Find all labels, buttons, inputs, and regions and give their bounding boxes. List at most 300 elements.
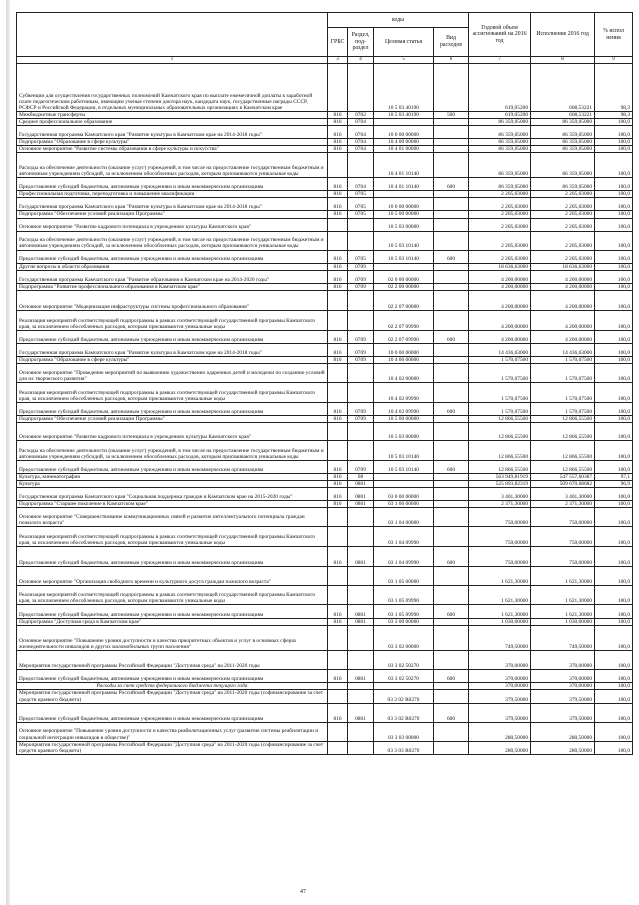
row-percent: 100,0 [595, 146, 633, 153]
row-percent: 100,0 [595, 330, 633, 343]
row-percent: 100,0 [595, 508, 633, 527]
row-annual-amount: 86 359,05000 [469, 119, 531, 126]
table-row [17, 211, 633, 218]
row-percent: 100,0 [595, 153, 633, 178]
row-name: Подпрограмма "Образование в сфере культуры" [17, 356, 328, 363]
row-target: 03 1 04 09990 [374, 527, 434, 547]
row-percent: 100,0 [595, 488, 633, 501]
row-percent: 100,0 [595, 119, 633, 126]
row-executed-amount: 2 205,03000 [531, 198, 595, 211]
row-annual-amount: 379,50000 [469, 703, 531, 722]
row-annual-amount: 1 570,07500 [469, 356, 531, 363]
row-executed-amount: 608,53221 [531, 112, 595, 119]
row-exp-type [434, 651, 469, 670]
row-grbs [328, 218, 348, 231]
row-grbs [328, 153, 348, 178]
row-grbs: 816 [328, 283, 348, 290]
row-section [348, 567, 374, 586]
table-row [17, 310, 633, 330]
row-target: 03 3 03 00000 [374, 722, 434, 741]
row-annual-amount: 1 030,00000 [469, 619, 531, 626]
row-name: Расходы за счет средств федерального бюджета текущего года [17, 683, 328, 690]
row-name: Предоставление субсидий бюджетным, автономным учреждениям и иным некоммерческим организациям [17, 670, 328, 683]
header-exp-type: Вид расходов [434, 28, 469, 57]
row-exp-type [434, 683, 469, 690]
row-name: Предоставление субсидий бюджетным, автономным учреждениям и иным некоммерческим организациям [17, 605, 328, 619]
row-section: 0801 [348, 481, 374, 488]
row-target: 10 0 00 00000 [374, 126, 434, 139]
table-row [17, 382, 633, 402]
row-executed-amount: 86 359,05000 [531, 146, 595, 153]
row-executed-amount: 2 205,03000 [531, 191, 595, 198]
row-exp-type [434, 211, 469, 218]
table-row [17, 703, 633, 722]
row-section: 0705 [348, 250, 374, 263]
row-percent: 100,0 [595, 382, 633, 402]
row-target [374, 473, 434, 480]
row-grbs: 816 [328, 250, 348, 263]
row-annual-amount: 1 621,30000 [469, 605, 531, 619]
row-target: 10 4 01 10140 [374, 178, 434, 191]
table-row [17, 690, 633, 703]
row-exp-type: 600 [434, 670, 469, 683]
row-annual-amount: 563 949,81919 [469, 473, 531, 480]
row-grbs [328, 683, 348, 690]
table-row [17, 112, 633, 119]
row-exp-type [434, 231, 469, 250]
row-executed-amount: 1 570,07500 [531, 356, 595, 363]
table-row [17, 126, 633, 139]
table-row [17, 363, 633, 382]
row-annual-amount: 750,00000 [469, 527, 531, 547]
row-section: 0704 [348, 146, 374, 153]
row-grbs: 816 [328, 263, 348, 270]
row-exp-type [434, 422, 469, 440]
row-executed-amount: 1 570,07500 [531, 402, 595, 415]
row-name: Профессиональная подготовка, переподготовка и повышение квалификации [17, 191, 328, 198]
row-percent: 100,0 [595, 343, 633, 356]
row-executed-amount: 749,50000 [531, 626, 595, 651]
row-annual-amount: 2 205,03000 [469, 198, 531, 211]
row-name: Основное мероприятие "Развитие кадрового потенциала в учреждениях культуры Камчатского края" [17, 422, 328, 440]
row-executed-amount: 750,00000 [531, 547, 595, 567]
row-grbs: 816 [328, 112, 348, 119]
row-section [348, 363, 374, 382]
row-target: 02 0 00 00000 [374, 270, 434, 283]
header-codes: коды [328, 13, 469, 28]
row-annual-amount: 4 200,00000 [469, 283, 531, 290]
row-name: Предоставление субсидий бюджетным, автономным учреждениям и иным некоммерческим организациям [17, 250, 328, 263]
row-name: Расходы на обеспечение деятельности (оказание услуг) учреждений, в том числе на предоставление государственным бюджетным и автономным учреждениям субсидий, за исключением обособленных расходов, которым присваиваются уникальные коды [17, 231, 328, 250]
row-target: 02 2 00 00000 [374, 283, 434, 290]
row-grbs: 816 [328, 481, 348, 488]
row-name: Государственная программа Камчатского края "Развитие культуры в Камчатском крае на 2014-2018 годы" [17, 343, 328, 356]
row-executed-amount: 4 200,00000 [531, 290, 595, 310]
row-target: 10 5 03 00000 [374, 422, 434, 440]
row-executed-amount: 1 030,00000 [531, 619, 595, 626]
column-number: 7 [469, 57, 531, 64]
row-exp-type [434, 722, 469, 741]
row-percent: 100,0 [595, 626, 633, 651]
row-target: 10 4 01 00000 [374, 146, 434, 153]
column-number: 6 [434, 57, 469, 64]
row-percent: 100,0 [595, 415, 633, 422]
row-percent: 96,9 [595, 481, 633, 488]
column-number: 9 [595, 57, 633, 64]
row-grbs: 816 [328, 356, 348, 363]
row-percent: 100,0 [595, 356, 633, 363]
row-annual-amount: 12 866,55500 [469, 460, 531, 473]
row-section [348, 690, 374, 703]
row-exp-type: 600 [434, 250, 469, 263]
row-executed-amount: 1 570,07500 [531, 382, 595, 402]
row-grbs [328, 567, 348, 586]
table-row [17, 250, 633, 263]
row-executed-amount: 4 200,00000 [531, 270, 595, 283]
row-name: Основное мероприятие "Развитие системы образования в сфере культуры и искусства" [17, 146, 328, 153]
row-section: 0709 [348, 270, 374, 283]
budget-table [16, 12, 633, 755]
row-percent: 98,3 [595, 64, 633, 112]
row-percent: 100,0 [595, 263, 633, 270]
row-exp-type: 600 [434, 178, 469, 191]
row-executed-amount: 379,50000 [531, 690, 595, 703]
table-row [17, 683, 633, 690]
row-annual-amount: 1 621,30000 [469, 586, 531, 605]
row-target: 02 2 07 09990 [374, 330, 434, 343]
row-target: 10 5 00 00000 [374, 211, 434, 218]
header-executed: Исполнение 2016 год [531, 13, 595, 57]
row-executed-amount: 1 570,07500 [531, 363, 595, 382]
row-exp-type [434, 741, 469, 754]
row-annual-amount: 86 359,05000 [469, 146, 531, 153]
row-section [348, 508, 374, 527]
row-section: 0709 [348, 460, 374, 473]
row-annual-amount: 86 359,05000 [469, 178, 531, 191]
row-percent: 100,0 [595, 527, 633, 547]
row-name: Подпрограмма "Старшее поколение в Камчатском крае" [17, 501, 328, 508]
row-annual-amount: 370,00000 [469, 651, 531, 670]
row-annual-amount: 2 205,03000 [469, 218, 531, 231]
row-executed-amount: 2 205,03000 [531, 211, 595, 218]
header-grbs: ГРБС [328, 28, 348, 57]
row-section: 0801 [348, 703, 374, 722]
table-row [17, 263, 633, 270]
row-target: 10 0 00 00000 [374, 198, 434, 211]
row-target: 10 5 03 40190 [374, 64, 434, 112]
table-row [17, 460, 633, 473]
row-executed-amount: 86 359,05000 [531, 139, 595, 146]
row-target: 03 1 04 09990 [374, 547, 434, 567]
row-executed-amount: 86 359,05000 [531, 153, 595, 178]
table-row [17, 440, 633, 460]
row-executed-amount: 86 359,05000 [531, 126, 595, 139]
row-grbs [328, 231, 348, 250]
row-section: 0801 [348, 501, 374, 508]
row-target: 03 3 02 R0270 [374, 703, 434, 722]
row-annual-amount: 1 570,07500 [469, 382, 531, 402]
row-section: 0704 [348, 119, 374, 126]
row-annual-amount: 370,00000 [469, 670, 531, 683]
row-percent: 100,0 [595, 270, 633, 283]
row-executed-amount: 1 621,30000 [531, 605, 595, 619]
row-target: 10 4 02 09990 [374, 382, 434, 402]
row-target [374, 263, 434, 270]
row-executed-amount: 509 670,68682 [531, 481, 595, 488]
row-executed-amount: 12 866,55500 [531, 460, 595, 473]
row-executed-amount: 1 621,30000 [531, 567, 595, 586]
row-target: 10 5 03 10140 [374, 231, 434, 250]
row-exp-type [434, 126, 469, 139]
row-grbs [328, 440, 348, 460]
table-row [17, 178, 633, 191]
row-target [374, 119, 434, 126]
row-target: 03 3 02 00000 [374, 626, 434, 651]
row-grbs [328, 508, 348, 527]
row-executed-amount: 370,00000 [531, 670, 595, 683]
table-row [17, 481, 633, 488]
row-section: 0702 [348, 112, 374, 119]
row-percent: 100,0 [595, 651, 633, 670]
table-row [17, 191, 633, 198]
row-exp-type [434, 473, 469, 480]
table-row [17, 527, 633, 547]
row-executed-amount: 12 866,55500 [531, 440, 595, 460]
row-target: 10 4 00 00000 [374, 356, 434, 363]
row-section [348, 722, 374, 741]
table-row [17, 356, 633, 363]
row-target: 03 1 04 00000 [374, 508, 434, 527]
row-annual-amount: 12 866,55500 [469, 415, 531, 422]
row-annual-amount: 619,05200 [469, 112, 531, 119]
row-section [348, 651, 374, 670]
row-section [348, 231, 374, 250]
row-section: 0801 [348, 605, 374, 619]
row-executed-amount: 86 359,05000 [531, 178, 595, 191]
row-percent: 100,0 [595, 250, 633, 263]
row-percent: 100,0 [595, 460, 633, 473]
row-percent: 100,0 [595, 310, 633, 330]
table-row [17, 651, 633, 670]
row-executed-amount: 370,00000 [531, 683, 595, 690]
row-grbs [328, 741, 348, 754]
row-exp-type [434, 501, 469, 508]
row-annual-amount: 4 200,00000 [469, 290, 531, 310]
row-annual-amount: 12 866,55500 [469, 422, 531, 440]
table-row [17, 488, 633, 501]
column-number: 5 [374, 57, 434, 64]
row-name: Подпрограмма "Обеспечение условий реализации Программы" [17, 415, 328, 422]
row-exp-type: 600 [434, 330, 469, 343]
row-exp-type [434, 153, 469, 178]
row-target: 10 4 00 00000 [374, 139, 434, 146]
row-name: Предоставление субсидий бюджетным, автономным учреждениям и иным некоммерческим организациям [17, 402, 328, 415]
row-grbs: 816 [328, 415, 348, 422]
row-section [348, 741, 374, 754]
row-name: Другие вопросы в области образования [17, 263, 328, 270]
row-grbs [328, 290, 348, 310]
scan-binding-edge [6, 0, 10, 905]
row-target: 10 5 03 10140 [374, 440, 434, 460]
table-row [17, 119, 633, 126]
header-name-cell [17, 13, 328, 57]
row-name: Подпрограмма "Доступная среда в Камчатском крае" [17, 619, 328, 626]
row-percent: 100,0 [595, 619, 633, 626]
table-row [17, 330, 633, 343]
row-name: Реализация мероприятий соответствующей подпрограммы в рамках соответствующей государственной программы Камчатского края, за исключением обособленных расходов, которым присваиваются уникальные коды [17, 586, 328, 605]
row-name: Мероприятия государственной программы Российской Федерации "Доступная среда" на 2011-2020 годы (софинансирование за счет средств краевого бюджета) [17, 741, 328, 754]
row-grbs: 816 [328, 488, 348, 501]
row-target: 10 4 02 09990 [374, 402, 434, 415]
row-target: 10 5 03 00000 [374, 218, 434, 231]
row-executed-amount: 18 636,63000 [531, 263, 595, 270]
row-section [348, 683, 374, 690]
row-annual-amount: 1 570,07500 [469, 402, 531, 415]
row-grbs: 816 [328, 670, 348, 683]
row-grbs [328, 690, 348, 703]
row-executed-amount: 750,00000 [531, 508, 595, 527]
row-exp-type [434, 626, 469, 651]
row-annual-amount: 2 205,03000 [469, 231, 531, 250]
row-exp-type [434, 619, 469, 626]
header-section: Раздел, под-раздел [348, 28, 374, 57]
row-target: 03 3 03 R0270 [374, 741, 434, 754]
row-annual-amount: 4 200,00000 [469, 270, 531, 283]
row-name: Культура [17, 481, 328, 488]
column-number: 3 [328, 57, 348, 64]
row-grbs [328, 586, 348, 605]
row-exp-type [434, 481, 469, 488]
row-grbs [328, 310, 348, 330]
row-target: 03 3 00 00000 [374, 619, 434, 626]
row-percent: 100,0 [595, 422, 633, 440]
row-section [348, 586, 374, 605]
row-grbs: 816 [328, 139, 348, 146]
row-target: 03 1 05 00000 [374, 567, 434, 586]
row-annual-amount: 2 205,03000 [469, 191, 531, 198]
row-section: 0704 [348, 126, 374, 139]
table-row [17, 586, 633, 605]
row-percent: 100,0 [595, 363, 633, 382]
row-name: Реализация мероприятий соответствующей подпрограммы в рамках соответствующей государственной программы Камчатского края, за исключением обособленных расходов, которым присваиваются уникальные коды [17, 310, 328, 330]
row-exp-type [434, 343, 469, 356]
row-section: 0709 [348, 330, 374, 343]
row-annual-amount: 3 401,30000 [469, 488, 531, 501]
row-grbs: 816 [328, 126, 348, 139]
row-grbs [328, 626, 348, 651]
row-target: 02 2 07 00000 [374, 290, 434, 310]
row-executed-amount: 2 205,03000 [531, 231, 595, 250]
row-grbs: 816 [328, 460, 348, 473]
row-percent: 100,0 [595, 703, 633, 722]
row-exp-type: 600 [434, 605, 469, 619]
row-annual-amount: 86 359,05000 [469, 126, 531, 139]
row-grbs [328, 651, 348, 670]
row-grbs: 816 [328, 211, 348, 218]
row-executed-amount: 4 200,00000 [531, 283, 595, 290]
header-percent: % испол нения [595, 13, 633, 57]
row-grbs: 816 [328, 402, 348, 415]
row-annual-amount: 18 636,63000 [469, 263, 531, 270]
row-executed-amount: 370,00000 [531, 651, 595, 670]
table-row [17, 626, 633, 651]
row-section: 0705 [348, 198, 374, 211]
table-row [17, 547, 633, 567]
row-percent: 100,0 [595, 283, 633, 290]
row-executed-amount: 1 621,30000 [531, 586, 595, 605]
row-executed-amount: 750,00000 [531, 527, 595, 547]
row-grbs [328, 363, 348, 382]
header-annual: Годовой объем ассигнований на 2016 год [469, 13, 531, 57]
row-grbs: 816 [328, 119, 348, 126]
row-exp-type [434, 218, 469, 231]
row-percent: 100,0 [595, 567, 633, 586]
row-section: 0801 [348, 547, 374, 567]
row-section [348, 626, 374, 651]
row-section: 0705 [348, 191, 374, 198]
row-name: Государственная программа Камчатского края "Развитие культуры в Камчатском крае на 2014-2018 годы" [17, 198, 328, 211]
table-row [17, 64, 633, 112]
row-executed-amount: 2 205,03000 [531, 218, 595, 231]
row-executed-amount: 547 557,60387 [531, 473, 595, 480]
row-annual-amount: 619,05200 [469, 64, 531, 112]
row-target: 02 2 07 09990 [374, 310, 434, 330]
row-exp-type: 600 [434, 402, 469, 415]
row-exp-type [434, 415, 469, 422]
row-percent: 100,0 [595, 605, 633, 619]
row-target: 03 1 05 09990 [374, 586, 434, 605]
row-grbs: 816 [328, 330, 348, 343]
column-number-row [17, 57, 633, 64]
row-executed-amount: 4 200,00000 [531, 310, 595, 330]
row-percent: 100,0 [595, 741, 633, 754]
row-name: Подпрограмма "Обеспечение условий реализации Программы" [17, 211, 328, 218]
row-exp-type: 500 [434, 112, 469, 119]
row-exp-type [434, 310, 469, 330]
column-number: 8 [531, 57, 595, 64]
row-section: 0801 [348, 670, 374, 683]
page-number: 47 [300, 889, 306, 895]
row-section: 0705 [348, 211, 374, 218]
row-annual-amount: 750,00000 [469, 508, 531, 527]
row-name: Межбюджетные трансферты [17, 112, 328, 119]
row-annual-amount: 2 205,03000 [469, 250, 531, 263]
table-row [17, 343, 633, 356]
row-name: Реализация мероприятий соответствующей подпрограммы в рамках соответствующей государственной программы Камчатского края, за исключением обособленных расходов, которым присваиваются уникальные коды [17, 527, 328, 547]
row-executed-amount: 2 205,03000 [531, 250, 595, 263]
row-annual-amount: 750,00000 [469, 547, 531, 567]
row-exp-type [434, 488, 469, 501]
row-name: Государственная программа Камчатского края "Развитие образования в Камчатском крае на 2014-2020 годы" [17, 270, 328, 283]
table-row [17, 619, 633, 626]
row-exp-type [434, 690, 469, 703]
row-grbs: 816 [328, 343, 348, 356]
row-annual-amount: 14 436,63000 [469, 343, 531, 356]
row-percent: 100,0 [595, 290, 633, 310]
row-grbs [328, 527, 348, 547]
row-name: Основное мероприятие "Организация свободного времени и культурного досуга граждан пожилого возраста" [17, 567, 328, 586]
row-exp-type [434, 440, 469, 460]
row-target [374, 191, 434, 198]
row-section: 0709 [348, 343, 374, 356]
row-annual-amount: 86 359,05000 [469, 139, 531, 146]
row-percent: 97,1 [595, 473, 633, 480]
row-grbs: 816 [328, 198, 348, 211]
row-section: 0709 [348, 402, 374, 415]
row-percent: 100,0 [595, 670, 633, 683]
row-percent: 100,0 [595, 211, 633, 218]
row-exp-type [434, 119, 469, 126]
